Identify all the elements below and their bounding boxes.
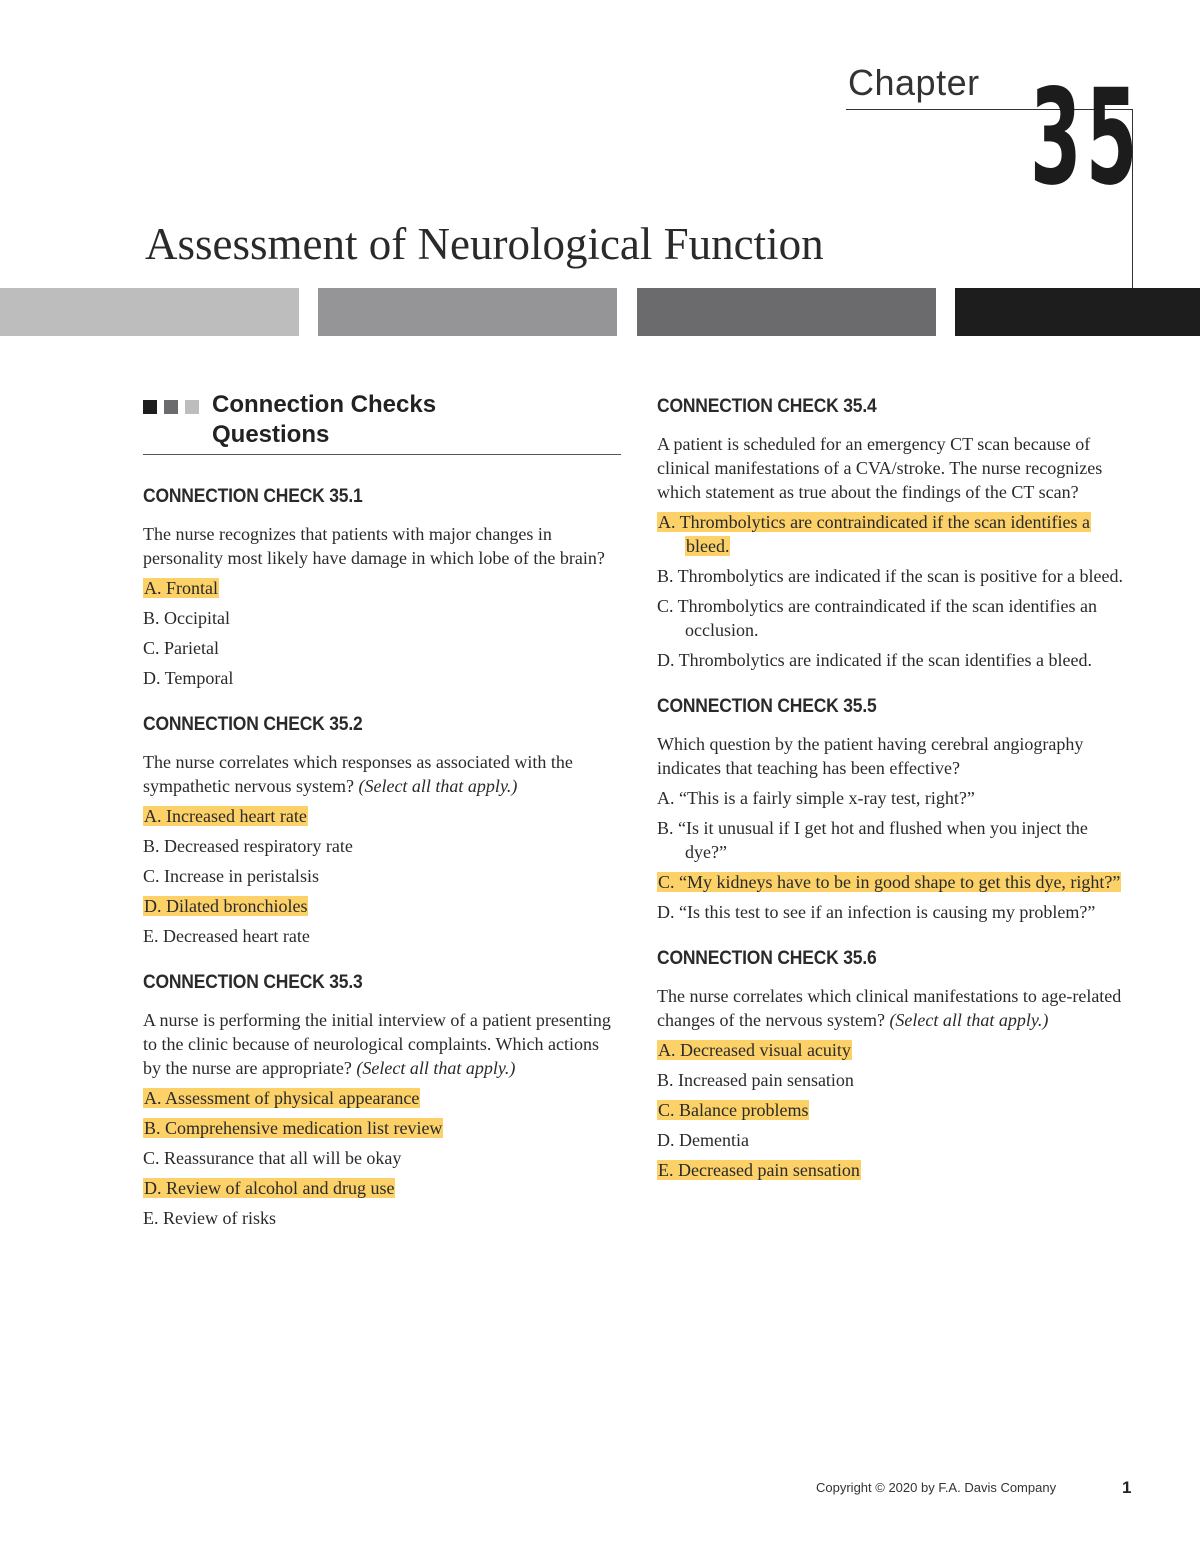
check-heading: CONNECTION CHECK 35.1 xyxy=(143,486,363,507)
question-body: The nurse correlates which responses as associated with the sympathetic nervous system? xyxy=(143,752,573,796)
copyright-footer: Copyright © 2020 by F.A. Davis Company xyxy=(816,1480,1057,1495)
answer-option xyxy=(657,1158,1127,1182)
square-icon xyxy=(185,400,199,414)
answer-option xyxy=(143,1086,621,1110)
answer-option xyxy=(657,594,1127,642)
answer-option-label: D. “Is this test to see if an infection is causing my problem?” xyxy=(657,902,1096,922)
answer-option xyxy=(143,576,621,600)
question-text xyxy=(143,1008,621,1080)
square-icon xyxy=(143,400,157,414)
left-checks-list xyxy=(143,486,621,1230)
answer-option xyxy=(657,510,1127,558)
answer-option-highlighted: D. Review of alcohol and drug use xyxy=(144,1178,395,1198)
answer-option-highlighted: A. Thrombolytics are contraindicated if the scan identifies a bleed. xyxy=(658,512,1091,556)
question-text xyxy=(657,732,1127,780)
answer-option-highlighted: C. Balance problems xyxy=(658,1100,809,1120)
answer-option-label: D. Thrombolytics are indicated if the scan identifies a bleed. xyxy=(657,650,1093,670)
answer-option-label: E. Decreased heart rate xyxy=(143,926,310,946)
check-heading: CONNECTION CHECK 35.6 xyxy=(657,948,877,969)
square-icon xyxy=(164,400,178,414)
decorative-bar-dark xyxy=(637,288,936,336)
answer-option xyxy=(657,816,1127,864)
answer-option xyxy=(143,894,621,918)
answer-option-highlighted: A. Increased heart rate xyxy=(144,806,307,826)
answer-option-label: D. Dementia xyxy=(657,1130,749,1150)
question-body: A nurse is performing the initial interview of a patient presenting to the clinic because of neurological complaints. Which actions by the nurse are appropriate? xyxy=(143,1010,611,1078)
answer-option xyxy=(143,924,621,948)
answer-option-highlighted: A. Frontal xyxy=(144,578,218,598)
answer-option-label: C. Thrombolytics are contraindicated if the scan identifies an occlusion. xyxy=(657,596,1098,640)
page-number: 1 xyxy=(1122,1478,1132,1497)
right-checks-list xyxy=(657,396,1127,1182)
right-column xyxy=(657,396,1127,1206)
answer-option xyxy=(143,804,621,828)
answer-option xyxy=(657,564,1127,588)
decorative-bar-light xyxy=(0,288,299,336)
answer-option xyxy=(143,1176,621,1200)
answer-option-label: E. Review of risks xyxy=(143,1208,276,1228)
answer-option xyxy=(143,834,621,858)
answer-option-label: B. Thrombolytics are indicated if the scan is positive for a bleed. xyxy=(657,566,1124,586)
answer-option-label: C. Reassurance that all will be okay xyxy=(143,1148,402,1168)
question-text xyxy=(657,432,1127,504)
check-heading: CONNECTION CHECK 35.3 xyxy=(143,972,363,993)
answer-option xyxy=(657,900,1127,924)
answer-option-highlighted: D. Dilated bronchioles xyxy=(144,896,308,916)
answer-option xyxy=(657,648,1127,672)
chapter-label: Chapter xyxy=(848,62,980,103)
question-text xyxy=(143,522,621,570)
question-note: (Select all that apply.) xyxy=(356,1058,516,1078)
answer-option-label: B. Occipital xyxy=(143,608,230,628)
decorative-bar-black xyxy=(955,288,1200,336)
question-body: The nurse correlates which clinical manifestations to age-related changes of the nervous system? xyxy=(657,986,1122,1030)
question-body: A patient is scheduled for an emergency CT scan because of clinical manifestations of a CVA/stroke. The nurse recognizes which statement as true about the findings of the CT scan? xyxy=(657,434,1103,502)
check-heading: CONNECTION CHECK 35.5 xyxy=(657,696,877,717)
question-body: Which question by the patient having cerebral angiography indicates that teaching has been effective? xyxy=(657,734,1084,778)
connection-check xyxy=(657,696,1127,924)
answer-option xyxy=(657,786,1127,810)
connection-check xyxy=(143,486,621,690)
answer-option xyxy=(143,606,621,630)
question-body: The nurse recognizes that patients with major changes in personality most likely have damage in which lobe of the brain? xyxy=(143,524,605,568)
answer-option xyxy=(657,1128,1127,1152)
question-text xyxy=(657,984,1127,1032)
answer-option xyxy=(657,1068,1127,1092)
connection-check xyxy=(143,972,621,1230)
connection-check xyxy=(657,948,1127,1182)
answer-option xyxy=(657,1038,1127,1062)
answer-option-label: A. “This is a fairly simple x-ray test, right?” xyxy=(657,788,975,808)
answer-option xyxy=(657,1098,1127,1122)
question-text xyxy=(143,750,621,798)
answer-option xyxy=(143,636,621,660)
chapter-title: Assessment of Neurological Function xyxy=(145,219,824,269)
left-column xyxy=(143,390,621,1254)
connection-check xyxy=(143,714,621,948)
section-heading xyxy=(143,390,621,455)
answer-option-label: B. “Is it unusual if I get hot and flushed when you inject the dye?” xyxy=(657,818,1088,862)
answer-option xyxy=(143,1116,621,1140)
answer-option xyxy=(143,666,621,690)
check-heading: CONNECTION CHECK 35.2 xyxy=(143,714,363,735)
section-title: Connection Checks Questions xyxy=(212,391,437,448)
chapter-number: 35 xyxy=(1030,61,1142,215)
answer-option-label: C. Parietal xyxy=(143,638,219,658)
check-heading: CONNECTION CHECK 35.4 xyxy=(657,396,877,417)
decorative-bar-mid xyxy=(318,288,617,336)
answer-option-highlighted: C. “My kidneys have to be in good shape to get this dye, right?” xyxy=(658,872,1121,892)
answer-option-label: D. Temporal xyxy=(143,668,234,688)
answer-option-highlighted: A. Assessment of physical appearance xyxy=(144,1088,420,1108)
question-note: (Select all that apply.) xyxy=(358,776,518,796)
connection-check xyxy=(657,396,1127,672)
question-note: (Select all that apply.) xyxy=(889,1010,1049,1030)
answer-option-label: C. Increase in peristalsis xyxy=(143,866,319,886)
answer-option xyxy=(143,1146,621,1170)
answer-option-label: B. Decreased respiratory rate xyxy=(143,836,353,856)
answer-option-label: B. Increased pain sensation xyxy=(657,1070,854,1090)
answer-option xyxy=(143,1206,621,1230)
answer-option xyxy=(143,864,621,888)
answer-option-highlighted: B. Comprehensive medication list review xyxy=(144,1118,443,1138)
answer-option-highlighted: A. Decreased visual acuity xyxy=(658,1040,851,1060)
answer-option-highlighted: E. Decreased pain sensation xyxy=(658,1160,860,1180)
answer-option xyxy=(657,870,1127,894)
